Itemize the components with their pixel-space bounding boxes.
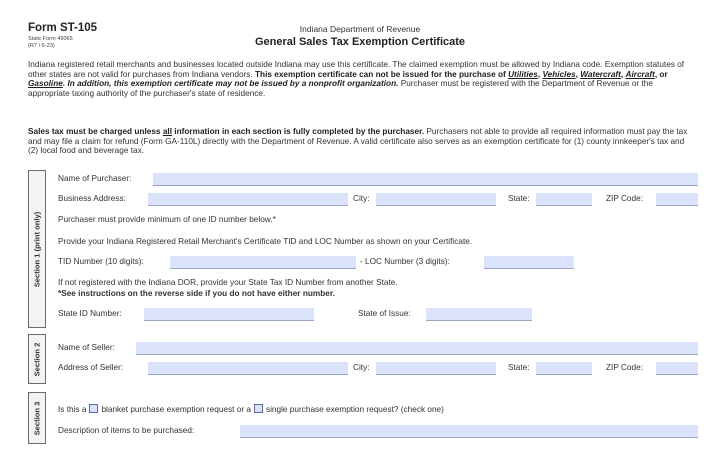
loc-number-label: - LOC Number (3 digits): [360, 257, 450, 266]
description-row [58, 424, 698, 438]
seller-zip-label: ZIP Code: [606, 363, 643, 372]
business-address-label: Business Address: [58, 194, 126, 203]
seller-address-label: Address of Seller: [58, 363, 124, 372]
purchaser-state-label: State: [508, 194, 530, 203]
section-3-purchase-type [28, 392, 694, 444]
form-id: Form ST-105 [28, 22, 98, 34]
seller-name-field[interactable] [136, 342, 698, 355]
tid-number-field[interactable] [170, 256, 356, 269]
notice-text: Purchasers not able to provide all required information must pay the tax and may file a claim for refund (Form GA-110L) directly with the Department of Revenue. A valid certificate also serves as an exemption certificate for (1) county innkeeper's tax and (2) local food and beverage tax. [28, 127, 688, 156]
seller-state-field[interactable] [536, 362, 592, 375]
department-name: Indiana Department of Revenue [299, 24, 421, 34]
term-utilities: Utilities [508, 69, 538, 79]
section-1-purchaser [28, 170, 694, 328]
state-id-row [58, 307, 598, 321]
form-header [28, 22, 692, 62]
single-purchase-label: single purchase exemption request? (check one) [265, 405, 444, 414]
purchaser-name-row [58, 172, 698, 186]
term-watercraft: Watercraft [580, 69, 621, 79]
single-purchase-checkbox[interactable] [254, 404, 263, 413]
see-instructions-note: *See instructions on the reverse side if you do not have either number. [58, 289, 335, 298]
notice-paragraph [28, 127, 692, 156]
seller-address-row [58, 361, 698, 375]
section-2-tab: Section 2 [28, 334, 46, 384]
tid-loc-row [58, 255, 598, 269]
blanket-purchase-checkbox[interactable] [89, 404, 98, 413]
purchaser-name-field[interactable] [153, 173, 698, 186]
min-id-note: Purchaser must provide minimum of one ID number below.* [58, 215, 276, 224]
state-id-label: State ID Number: [58, 309, 122, 318]
seller-city-field[interactable] [376, 362, 496, 375]
state-of-issue-field[interactable] [426, 308, 532, 321]
intro-bold-1: This exemption certificate can not be issued for the purchase of Utilities, Vehicles, Watercraft, Aircraft, or Gasoline. In addition, this exemption certificate may not be issued by a nonprofit organization. [28, 69, 668, 89]
business-address-field[interactable] [148, 193, 348, 206]
not-registered-note: If not registered with the Indiana DOR, provide your State Tax ID Number from another State. [58, 278, 398, 287]
intro-text-2: Purchaser must be registered with the Department of Revenue or the appropriate taxing authority of the purchaser's state of residence. [28, 79, 653, 98]
intro-paragraph [28, 60, 692, 98]
term-vehicles: Vehicles [542, 69, 576, 79]
purchase-type-question: Is this a blanket purchase exemption request or a single purchase exemption request? (check one) [58, 405, 444, 414]
section-3-tab: Section 3 [28, 392, 46, 444]
revision-date: (R7 / 6-23) [28, 42, 55, 49]
section-2-seller [28, 334, 694, 384]
intro-text-1: Indiana registered retail merchants and businesses located outside Indiana may use this certificate. The claimed exemption must be allowed by Indiana code. Exemption statutes of other states are not valid for purchases from Indiana vendors. [28, 60, 685, 79]
seller-name-label: Name of Seller: [58, 343, 115, 352]
seller-city-label: City: [353, 363, 370, 372]
provide-tid-instruction: Provide your Indiana Registered Retail Merchant's Certificate TID and LOC Number as shown on your Certificate. [58, 237, 473, 246]
seller-name-row [58, 341, 698, 355]
purchaser-city-label: City: [353, 194, 370, 203]
description-label: Description of items to be purchased: [58, 426, 195, 435]
business-address-row [58, 192, 698, 206]
term-gasoline: Gasoline [28, 79, 63, 89]
form-title: General Sales Tax Exemption Certificate [254, 36, 466, 48]
seller-state-label: State: [508, 363, 530, 372]
seller-zip-field[interactable] [656, 362, 698, 375]
state-id-field[interactable] [144, 308, 314, 321]
blanket-purchase-label: blanket purchase exemption request or a [101, 405, 251, 414]
state-of-issue-label: State of Issue: [358, 309, 411, 318]
tid-number-label: TID Number (10 digits): [58, 257, 144, 266]
seller-address-field[interactable] [148, 362, 348, 375]
loc-number-field[interactable] [484, 256, 574, 269]
term-aircraft: Aircraft [625, 69, 655, 79]
purchaser-zip-label: ZIP Code: [606, 194, 643, 203]
purchaser-state-field[interactable] [536, 193, 592, 206]
purchaser-name-label: Name of Purchaser: [58, 174, 132, 183]
state-form-number: State Form 49065 [28, 36, 73, 42]
purchaser-zip-field[interactable] [656, 193, 698, 206]
notice-bold: Sales tax must be charged unless all information in each section is fully completed by the purchaser. [28, 127, 425, 136]
section-1-tab: Section 1 (print only) [28, 170, 46, 328]
description-field[interactable] [240, 425, 698, 438]
purchaser-city-field[interactable] [376, 193, 496, 206]
